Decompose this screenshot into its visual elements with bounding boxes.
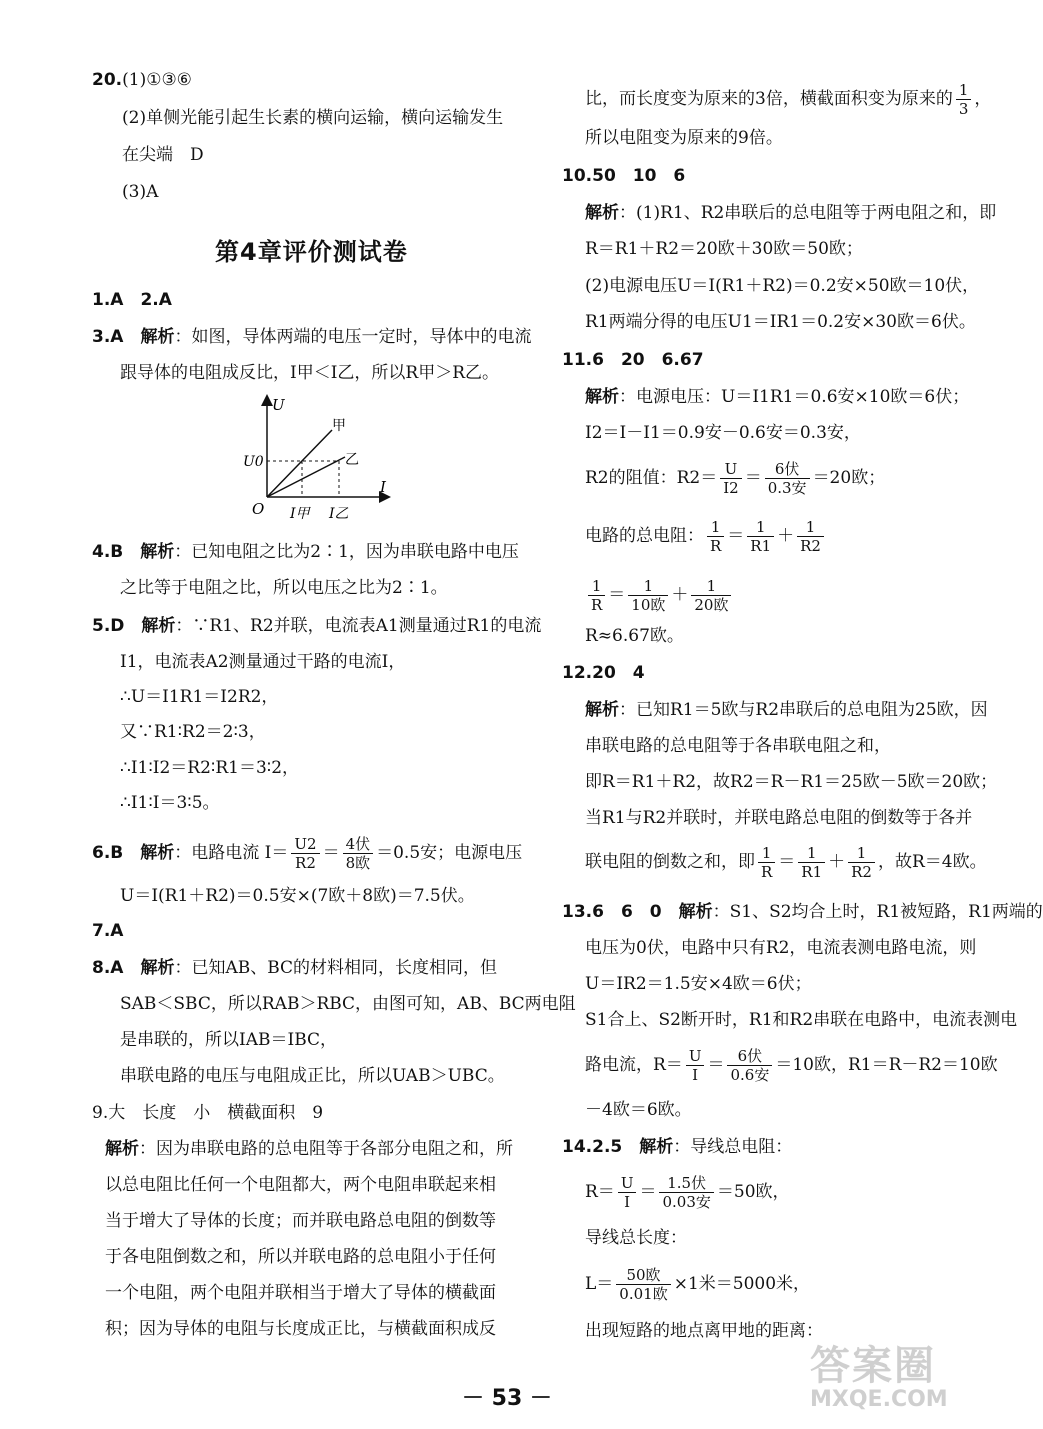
q9-line1: 解析：因为串联电路的总电阻等于各部分电阻之和，所: [105, 1139, 513, 1159]
fraction: $\frac{U}{I2}$: [720, 460, 741, 497]
fraction: $\frac{1}{R1}$: [798, 844, 825, 881]
q5-line3: ∴U＝I1R1＝I2R2，: [120, 687, 279, 707]
page-number: － 53 －: [462, 1386, 552, 1411]
fraction: $\frac{1}{3}$: [956, 81, 972, 118]
watermark-url: MXQE.COM: [810, 1387, 948, 1412]
q11-line6: R≈6.67欧。: [585, 626, 684, 646]
q8-line4: 串联电路的电压与电阻成正比，所以UAB＞UBC。: [120, 1066, 505, 1086]
q13-line1: 13.6 6 0 解析：S1、S2均合上时，R1被短路，R1两端的: [562, 902, 1043, 922]
q11-line1: 解析：电源电压：U＝I1R1＝0.6安×10欧＝6伏；: [585, 387, 970, 407]
q5-line6: ∴I1∶I＝3∶5。: [120, 793, 220, 813]
q13-line5: 路电流，R＝ $\frac{U}{I}$ ＝ $\frac{\text{6伏}}{\text{0.6安}}$ ＝10欧，R1＝R－R2＝10欧: [585, 1047, 998, 1084]
q11-line3: R2的阻值：R2＝ $\frac{U}{I2}$ ＝ $\frac{\text{6伏}}{\text{0.3安}}$ ＝20欧；: [585, 460, 886, 497]
q9-answer: 9.大 长度 小 横截面积 9: [92, 1103, 324, 1123]
q10-line3: (2)电源电压U＝I(R1＋R2)＝0.2安×50欧＝10伏，: [585, 276, 980, 296]
q5-line2: I1，电流表A2测量通过干路的电流I，: [120, 652, 406, 672]
q6-line1: 6.B 解析：电路电流 I＝ $\frac{U2}{R2}$ ＝ $\frac{\text{4伏}}{\text{8欧}}$ ＝0.5安；电源电压: [92, 835, 523, 872]
chapter-title: 第4章评价测试卷: [215, 238, 408, 266]
watermark-text: 答案圈: [810, 1343, 936, 1389]
q5-line5: ∴I1∶I2＝R2∶R1＝3∶2，: [120, 758, 300, 778]
q5-line4: 又∵R1∶R2＝2∶3，: [120, 722, 266, 742]
q11-line4: 电路的总电阻： $\frac{1}{R}$ ＝ $\frac{1}{R1}$ ＋ $\frac{1}{R2}$: [585, 514, 827, 558]
q20-number: 20.: [92, 70, 123, 90]
q12-line1: 解析：已知R1＝5欧与R2串联后的总电阻为25欧，因: [585, 700, 988, 720]
fraction: $\frac{1}{R2}$: [797, 518, 824, 555]
label-I: I: [380, 478, 386, 496]
fraction: $\frac{\text{50欧}}{\text{0.01欧}}$: [616, 1266, 670, 1303]
q11-answer: 11.6 20 6.67: [562, 350, 704, 370]
label-Iyi: I乙: [329, 506, 349, 522]
fraction: $\frac{1}{\text{20欧}}$: [691, 577, 731, 614]
line-jia: [267, 430, 332, 497]
q10-answer: 10.50 10 6: [562, 166, 686, 186]
label-jia: 甲: [332, 418, 346, 434]
q12-line2: 串联电路的总电阻等于各串联电阻之和，: [585, 736, 891, 756]
line-yi: [267, 457, 345, 497]
q20-part2-cont: 在尖端 D: [122, 145, 204, 165]
fraction: $\frac{1}{\text{10欧}}$: [628, 577, 668, 614]
q6-line2: U＝I(R1＋R2)＝0.5安×(7欧＋8欧)＝7.5伏。: [120, 886, 475, 906]
q9-line6: 积；因为导体的电阻与长度成正比，与横截面积成反: [105, 1319, 496, 1339]
q14-line5: 出现短路的地点离甲地的距离：: [585, 1321, 823, 1341]
fraction: $\frac{\text{4伏}}{\text{8欧}}$: [343, 835, 374, 872]
fraction: $\frac{U}{I}$: [686, 1047, 705, 1084]
label-yi: 乙: [345, 452, 359, 468]
q13-line4: S1合上、S2断开时，R1和R2串联在电路中，电流表测电: [585, 1010, 1018, 1030]
q12-line4: 当R1与R2并联时，并联电路总电阻的倒数等于各并: [585, 808, 973, 828]
watermark-logo: [810, 1345, 990, 1425]
q14-line3: 导线总长度：: [585, 1228, 687, 1248]
q8-line1: 8.A 解析：已知AB、BC的材料相同，长度相同，但: [92, 958, 498, 978]
q3-line1: 3.A 解析：如图，导体两端的电压一定时，导体中的电流: [92, 327, 532, 347]
q9-line2: 以总电阻比任何一个电阻都大，两个电阻串联起来相: [105, 1175, 496, 1195]
q1-q2-answers: 1.A 2.A: [92, 290, 172, 310]
u-i-graph: [240, 392, 400, 527]
q8-line2: SAB＜SBC，所以RAB＞RBC，由图可知，AB、BC两电阻: [120, 994, 576, 1014]
fraction: $\frac{\text{6伏}}{\text{0.3安}}$: [765, 460, 810, 497]
q3-line2: 跟导体的电阻成反比，I甲＜I乙，所以R甲＞R乙。: [120, 363, 500, 383]
q12-answer: 12.20 4: [562, 663, 645, 683]
fraction: $\frac{1}{R}$: [588, 577, 605, 614]
q12-line5: 联电阻的倒数之和，即 $\frac{1}{R}$ ＝ $\frac{1}{R1}$ ＋ $\frac{1}{R2}$ ，故R＝4欧。: [585, 844, 987, 881]
q13-line6: －4欧＝6欧。: [585, 1100, 692, 1120]
q13-line3: U＝IR2＝1.5安×4欧＝6伏；: [585, 974, 812, 994]
q10-line4: R1两端分得的电压U1＝IR1＝0.2安×30欧＝6伏。: [585, 312, 976, 332]
q14-line1: 14.2.5 解析：导线总电阻：: [562, 1137, 793, 1157]
q9-line4: 于各电阻倒数之和，所以并联电路的总电阻小于任何: [105, 1247, 496, 1267]
q10-line2: R＝R1＋R2＝20欧＋30欧＝50欧；: [585, 239, 863, 259]
fraction: $\frac{\text{1.5伏}}{\text{0.03安}}$: [659, 1174, 713, 1211]
label-U0: U0: [243, 454, 264, 470]
q20-answer-1: (1)①③⑥: [122, 70, 192, 90]
q20-part2: (2)单侧光能引起生长素的横向运输，横向运输发生: [122, 108, 504, 128]
label-Ijia: I甲: [290, 506, 310, 522]
q5-line1: 5.D 解析：∵R1、R2并联，电流表A1测量通过R1的电流: [92, 616, 542, 636]
q13-line2: 电压为0伏，电路中只有R2，电流表测电路电流，则: [585, 938, 977, 958]
fraction: $\frac{U}{I}$: [618, 1174, 637, 1211]
fraction: $\frac{1}{R}$: [758, 844, 775, 881]
q20-part3: (3)A: [122, 182, 159, 202]
label-U: U: [272, 396, 285, 414]
q14-line2: R＝ $\frac{U}{I}$ ＝ $\frac{\text{1.5伏}}{\text{0.03安}}$ ＝50欧，: [585, 1174, 790, 1211]
q12-line3: 即R＝R1＋R2，故R2＝R－R1＝25欧－5欧＝20欧；: [585, 772, 998, 792]
q8-line3: 是串联的，所以IAB＝IBC，: [120, 1030, 338, 1050]
q14-line4: L＝ $\frac{\text{50欧}}{\text{0.01欧}}$ ×1米＝5000米，: [585, 1266, 811, 1303]
q9-line5: 一个电阻，两个电阻并联相当于增大了导体的横截面: [105, 1283, 496, 1303]
q9-cont-line1: 比，而长度变为原来的3倍，横截面积变为原来的 $\frac{1}{3}$ ，: [585, 81, 992, 118]
q11-line5: $\frac{1}{R}$ ＝ $\frac{1}{\text{10欧}}$ ＋ $\frac{1}{\text{20欧}}$: [585, 573, 734, 617]
q9-line3: 当于增大了导体的长度；而并联电路总电阻的倒数等: [105, 1211, 496, 1231]
fraction: $\frac{1}{R}$: [707, 518, 724, 555]
fraction: $\frac{1}{R1}$: [747, 518, 774, 555]
q9-cont-line2: 所以电阻变为原来的9倍。: [585, 128, 783, 148]
q20-part1: [92, 70, 192, 90]
fraction: $\frac{\text{6伏}}{\text{0.6安}}$: [727, 1047, 772, 1084]
q7-answer: 7.A: [92, 921, 124, 941]
fraction: $\frac{U2}{R2}$: [291, 835, 319, 872]
fraction: $\frac{1}{R2}$: [848, 844, 875, 881]
label-O: O: [252, 500, 265, 518]
q4-line1: 4.B 解析：已知电阻之比为2∶1，因为串联电路中电压: [92, 542, 519, 562]
q4-line2: 之比等于电阻之比，所以电压之比为2∶1。: [120, 578, 448, 598]
q10-line1: 解析：(1)R1、R2串联后的总电阻等于两电阻之和，即: [585, 203, 997, 223]
q11-line2: I2＝I－I1＝0.9安－0.6安＝0.3安，: [585, 423, 861, 443]
